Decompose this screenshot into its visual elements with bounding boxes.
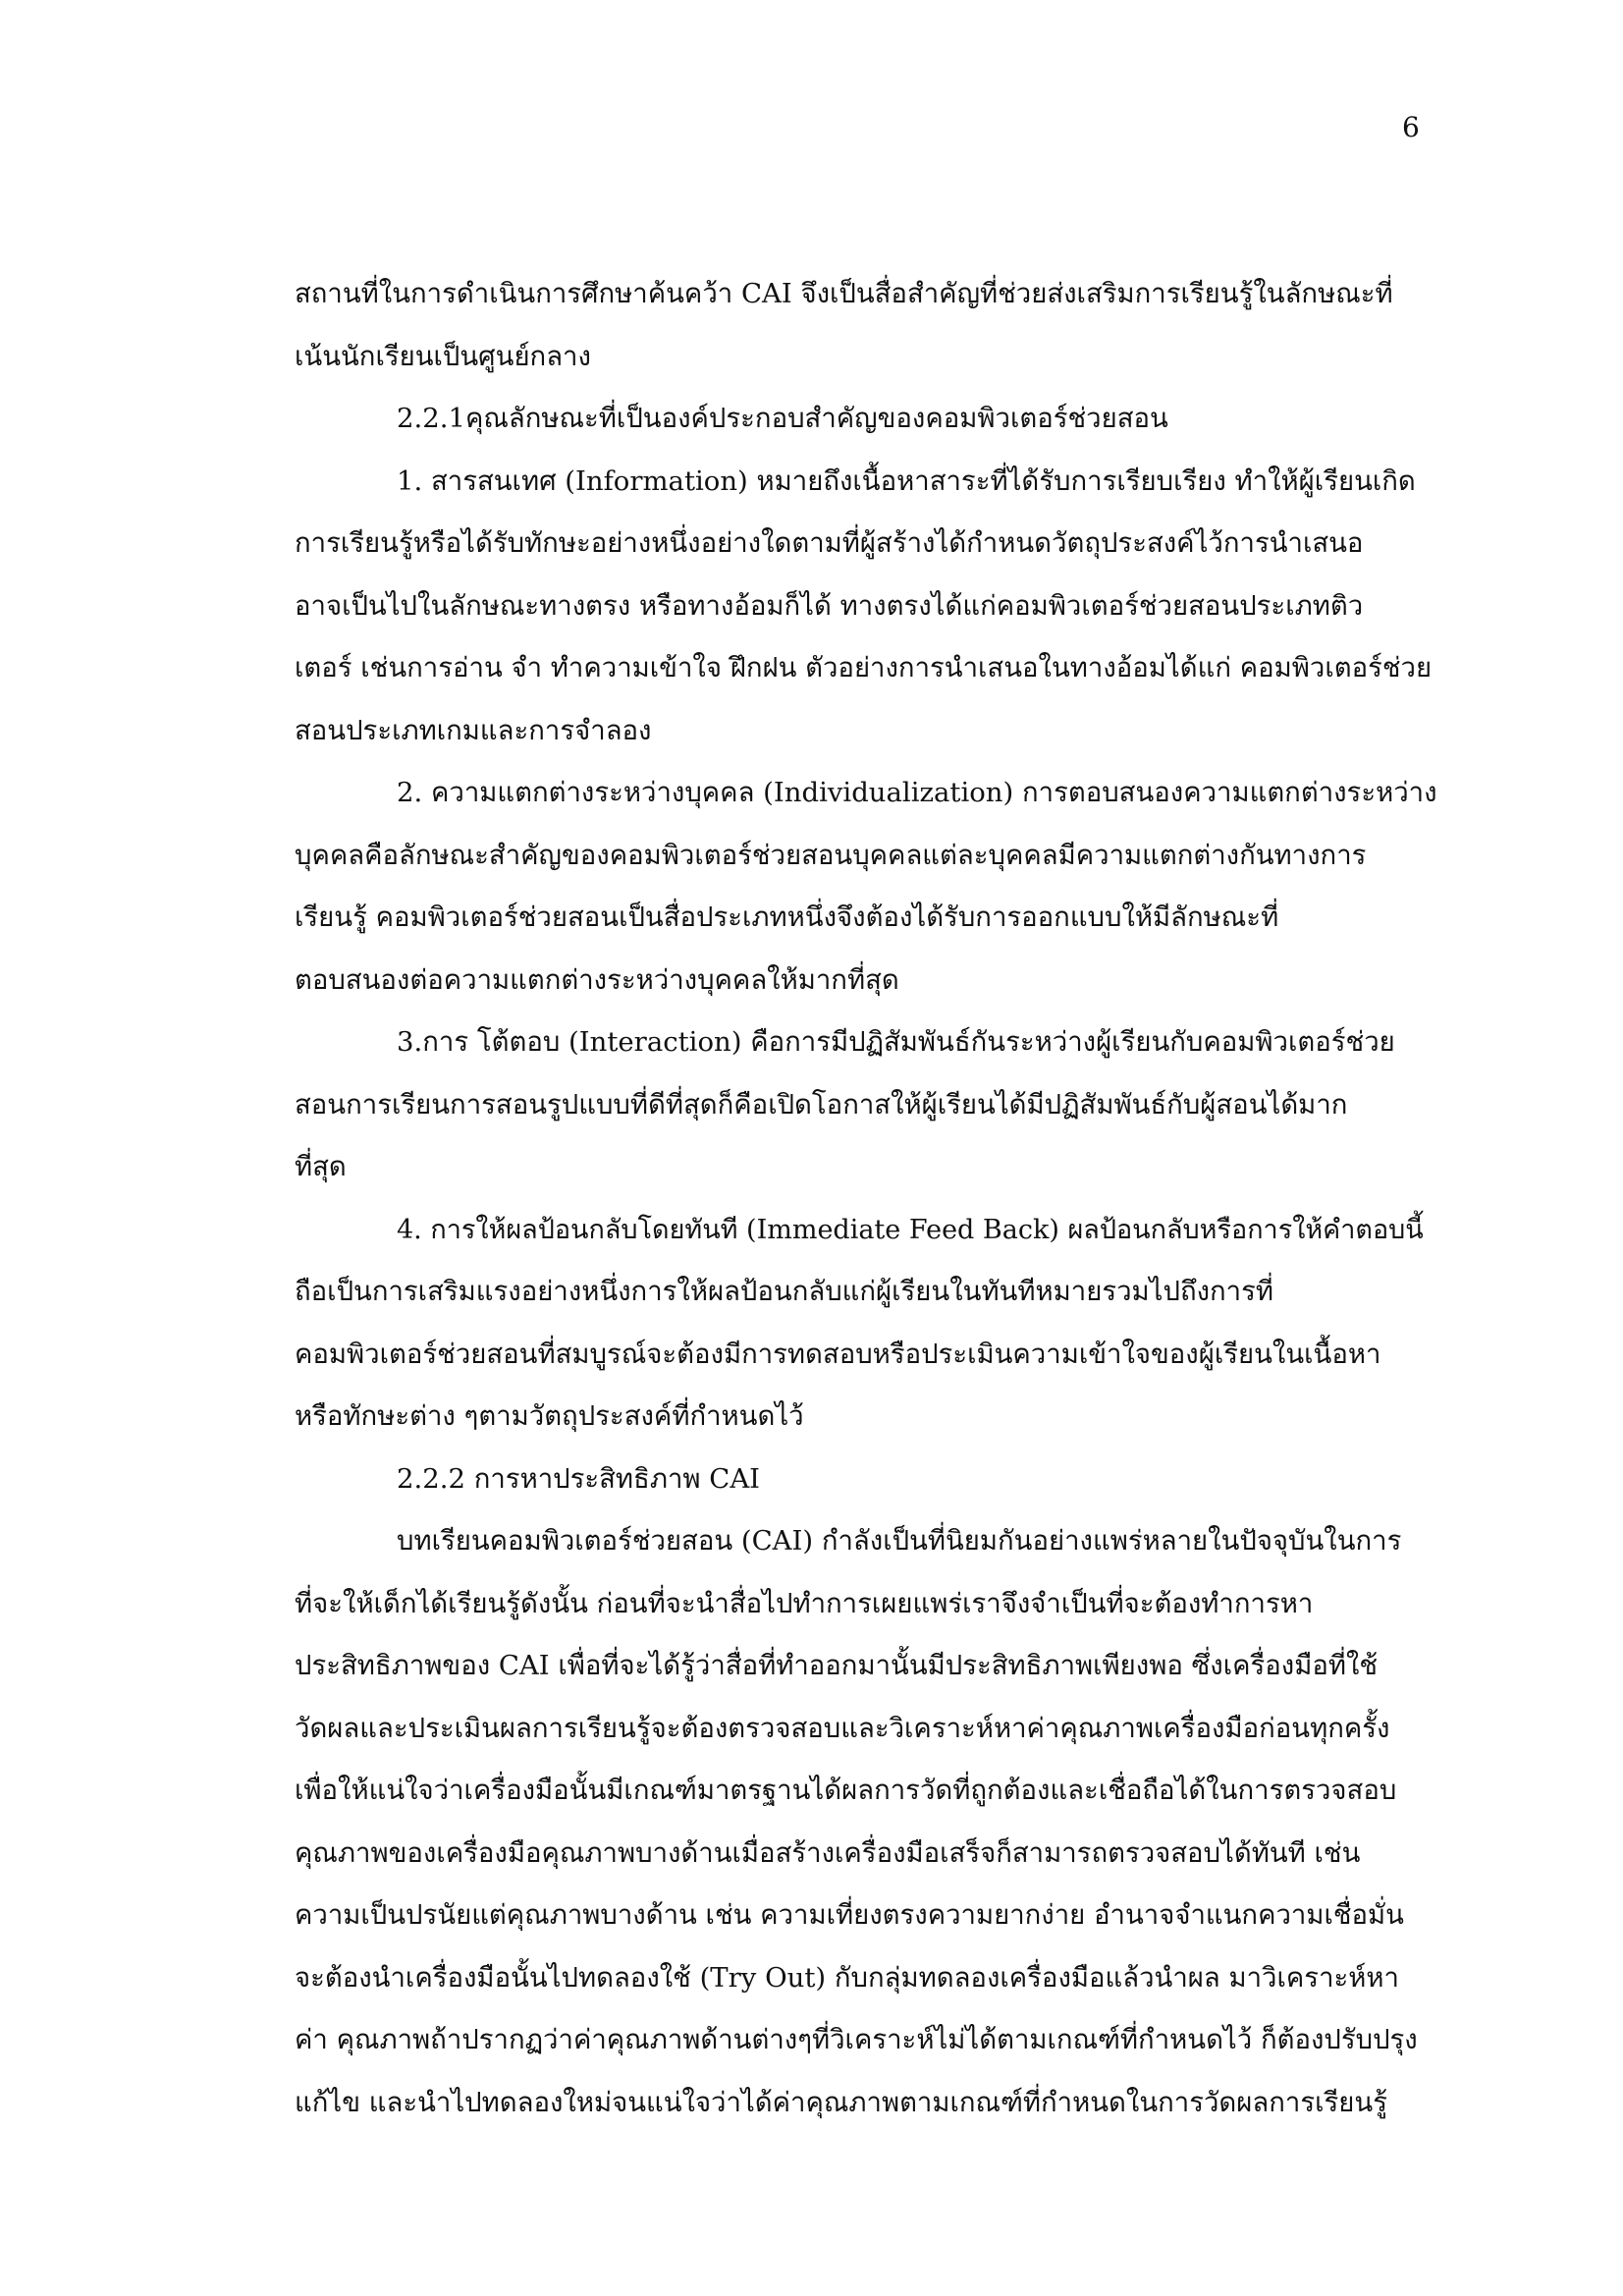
text-line: สอนการเรียนการสอนรูปแบบที่ดีที่สุดก็คือเปิดโอกาสให้ผู้เรียนได้มีปฏิสัมพันธ์กับผู้สอนได้มาก bbox=[295, 1088, 1348, 1121]
text-line: ประสิทธิภาพของ CAI เพื่อที่จะได้รู้ว่าสื่อที่ทำออกมานั้นมีประสิทธิภาพเพียงพอ ซึ่งเครื่องมือที่ใช้ bbox=[295, 1650, 1379, 1681]
text-line: สอนประเภทเกมและการจำลอง bbox=[295, 714, 652, 746]
text-line: จะต้องนำเครื่องมือนั้นไปทดลองใช้ (Try Out) กับกลุ่มทดลองเครื่องมือแล้วนำผล มาวิเคราะห์หา bbox=[295, 1961, 1399, 1994]
text-line: 2.2.1คุณลักษณะที่เป็นองค์ประกอบสำคัญของคอมพิวเตอร์ช่วยสอน bbox=[397, 403, 1168, 434]
text-line: ตอบสนองต่อความแตกต่างระหว่างบุคคลให้มากที่สุด bbox=[295, 963, 899, 996]
text-line: เตอร์ เช่นการอ่าน จำ ทำความเข้าใจ ฝึกฝน ตัวอย่างการนำเสนอในทางอ้อมได้แก่ คอมพิวเตอร์ช่วย bbox=[295, 652, 1433, 683]
text-line: ที่จะให้เด็กได้เรียนรู้ดังนั้น ก่อนที่จะนำสื่อไปทำการเผยแพร่เราจึงจำเป็นที่จะต้องทำการหา bbox=[295, 1587, 1314, 1619]
text-line: หรือทักษะต่าง ๆตามวัตถุประสงค์ที่กำหนดไว้ bbox=[295, 1400, 804, 1432]
text-line: บทเรียนคอมพิวเตอร์ช่วยสอน (CAI) กำลังเป็นที่นิยมกันอย่างแพร่หลายในปัจจุบันในการ bbox=[397, 1525, 1402, 1557]
text-line: เพื่อให้แน่ใจว่าเครื่องมือนั้นมีเกณฑ์มาตรฐานได้ผลการวัดที่ถูกต้องและเชื่อถือได้ในการตรวจสอบ bbox=[295, 1775, 1397, 1806]
text-line: ที่สุด bbox=[295, 1151, 347, 1182]
text-line: 3.การ โต้ตอบ (Interaction) คือการมีปฏิสัมพันธ์กันระหว่างผู้เรียนกับคอมพิวเตอร์ช่วย bbox=[397, 1026, 1395, 1058]
text-line: เน้นนักเรียนเป็นศูนย์กลาง bbox=[295, 340, 591, 372]
text-line: 4. การให้ผลป้อนกลับโดยทันที (Immediate Feed Back) ผลป้อนกลับหรือการให้คำตอบนี้ bbox=[397, 1214, 1424, 1245]
text-line: วัดผลและประเมินผลการเรียนรู้จะต้องตรวจสอบและวิเคราะห์หาค่าคุณภาพเครื่องมือก่อนทุกครั้ง bbox=[295, 1712, 1390, 1744]
text-line: 1. สารสนเทศ (Information) หมายถึงเนื้อหาสาระที่ได้รับการเรียบเรียง ทำให้ผู้เรียนเกิด bbox=[397, 465, 1416, 497]
text-line: สถานที่ในการดำเนินการศึกษาค้นคว้า CAI จึงเป็นสื่อสำคัญที่ช่วยส่งเสริมการเรียนรู้ในลักษณะที่ bbox=[295, 278, 1393, 309]
page-number: 6 bbox=[1402, 111, 1420, 143]
text-line: คุณภาพของเครื่องมือคุณภาพบางด้านเมื่อสร้างเครื่องมือเสร็จก็สามารถตรวจสอบได้ทันที เช่น bbox=[295, 1836, 1361, 1869]
document-body bbox=[295, 263, 1438, 2134]
text-line: คอมพิวเตอร์ช่วยสอนที่สมบูรณ์จะต้องมีการทดสอบหรือประเมินความเข้าใจของผู้เรียนในเนื้อหา bbox=[295, 1338, 1381, 1370]
text-line: แก้ไข และนำไปทดลองใหม่จนแน่ใจว่าได้ค่าคุณภาพตามเกณฑ์ที่กำหนดในการวัดผลการเรียนรู้ bbox=[295, 2086, 1387, 2118]
text-line: บุคคลคือลักษณะสำคัญของคอมพิวเตอร์ช่วยสอนบุคคลแต่ละบุคคลมีความแตกต่างกันทางการ bbox=[295, 839, 1367, 871]
text-line: 2. ความแตกต่างระหว่างบุคคล (Individualization) การตอบสนองความแตกต่างระหว่าง bbox=[397, 777, 1437, 808]
text-line: เรียนรู้ คอมพิวเตอร์ช่วยสอนเป็นสื่อประเภทหนึ่งจึงต้องได้รับการออกแบบให้มีลักษณะที่ bbox=[295, 902, 1279, 933]
text-line: 2.2.2 การหาประสิทธิภาพ CAI bbox=[397, 1462, 761, 1495]
text-line: การเรียนรู้หรือได้รับทักษะอย่างหนึ่งอย่างใดตามที่ผู้สร้างได้กำหนดวัตถุประสงค์ไว้การนำเสนอ bbox=[295, 527, 1364, 559]
text-line: ค่า คุณภาพถ้าปรากฏว่าค่าคุณภาพด้านต่างๆที่วิเคราะห์ไม่ได้ตามเกณฑ์ที่กำหนดไว้ ก็ต้องปรับปรุง bbox=[295, 2024, 1418, 2055]
text-line: ความเป็นปรนัยแต่คุณภาพบางด้าน เช่น ความเที่ยงตรงความยากง่าย อำนาจจำแนกความเชื่อมั่น bbox=[295, 1899, 1404, 1931]
text-line: ถือเป็นการเสริมแรงอย่างหนึ่งการให้ผลป้อนกลับแก่ผู้เรียนในทันทีหมายรวมไปถึงการที่ bbox=[295, 1276, 1274, 1307]
text-line: อาจเป็นไปในลักษณะทางตรง หรือทางอ้อมก็ได้ ทางตรงได้แก่คอมพิวเตอร์ช่วยสอนประเภทติว bbox=[295, 589, 1364, 622]
